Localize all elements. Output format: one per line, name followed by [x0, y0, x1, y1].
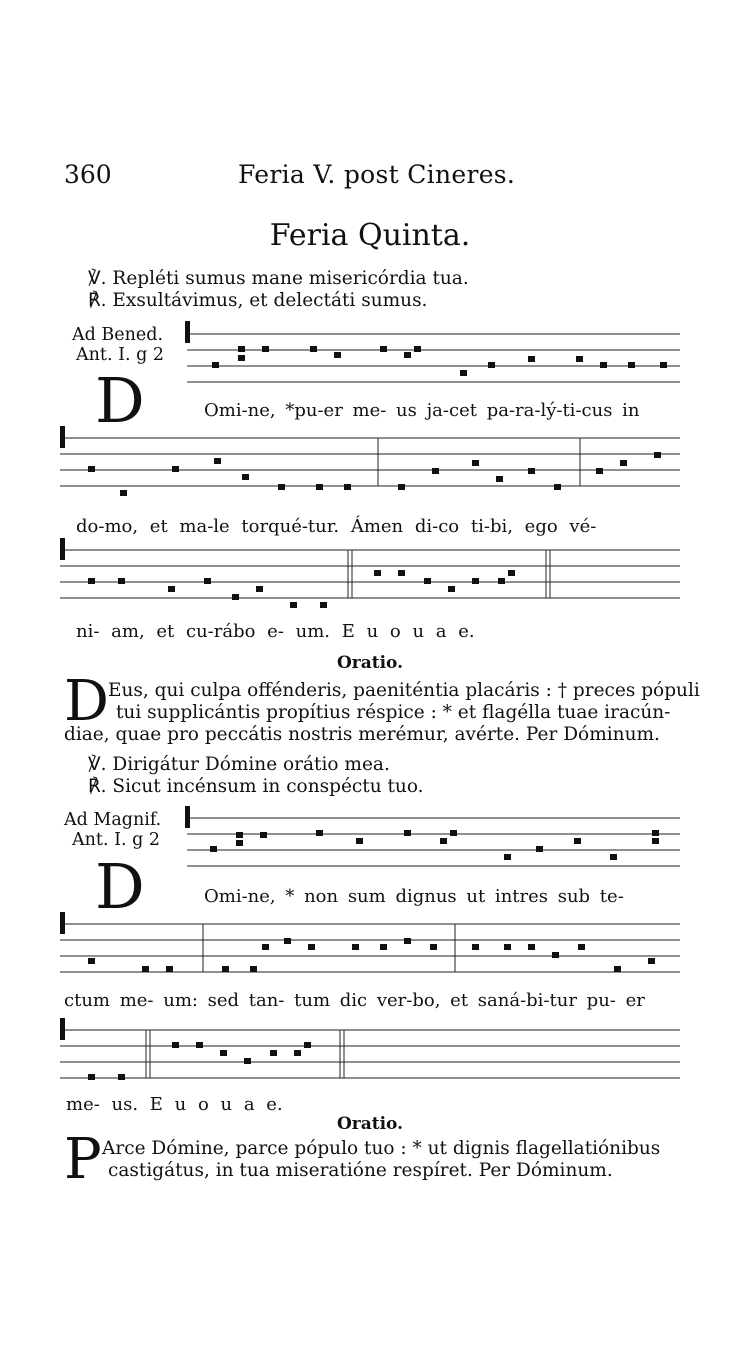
- ant1-lyrics-3: ni- am, et cu-rábo e- um. E u o u a e.: [76, 621, 475, 642]
- ant2-lyrics-3: me- us. E u o u a e.: [66, 1094, 283, 1115]
- ant1-lyrics-1: Omi-ne, *pu-er me- us ja-cet pa-ra-lý-ti-cus in: [204, 400, 640, 421]
- oratio2-line-1: Arce Dómine, parce pópulo tuo : * ut dignis flagellatiónibus: [102, 1138, 661, 1159]
- ant2-lyrics-1: Omi-ne, * non sum dignus ut intres sub te-: [204, 886, 624, 907]
- ant1-initial: D: [95, 364, 145, 437]
- ant1-label-2: Ant. I. g 2: [76, 345, 165, 365]
- oratio2-initial: P: [64, 1127, 102, 1192]
- oratio1-line-2: tui supplicántis propítius réspice : * et flagélla tuae iracún-: [116, 702, 671, 723]
- response-2: ℟. Sicut incénsum in conspéctu tuo.: [88, 776, 424, 797]
- oratio2-heading: Oratio.: [336, 1114, 404, 1134]
- oratio1-heading: Oratio.: [336, 653, 404, 673]
- ant2-lyrics-2: ctum me- um: sed tan- tum dic ver-bo, et saná-bi-tur pu- er: [64, 990, 645, 1011]
- running-title: Feria V. post Cineres.: [238, 160, 516, 189]
- oratio1-line-1: Eus, qui culpa offénderis, paeniténtia placáris : † preces pópuli: [108, 680, 700, 701]
- ant2-label-1: Ad Magnif.: [64, 810, 162, 830]
- ant2-label-2: Ant. I. g 2: [72, 830, 161, 850]
- oratio1-initial: D: [64, 669, 109, 734]
- oratio2-line-2: castigátus, in tua miseratióne respíret. Per Dóminum.: [108, 1160, 613, 1181]
- versicle-2: ℣. Dirigátur Dómine orátio mea.: [88, 754, 390, 775]
- oratio1-line-3: diae, quae pro peccátis nostris merémur, avérte. Per Dóminum.: [64, 724, 660, 745]
- ant1-lyrics-2: do-mo, et ma-le torqué-tur. Ámen di-co ti-bi, ego vé-: [76, 516, 597, 537]
- page-number: 360: [64, 160, 112, 189]
- versicle-1: ℣. Repléti sumus mane misericórdia tua.: [88, 268, 469, 289]
- ant2-initial: D: [95, 850, 145, 923]
- response-1: ℟. Exsultávimus, et delectáti sumus.: [88, 290, 428, 311]
- page-title: Feria Quinta.: [269, 218, 471, 253]
- ant1-label-1: Ad Bened.: [72, 325, 164, 345]
